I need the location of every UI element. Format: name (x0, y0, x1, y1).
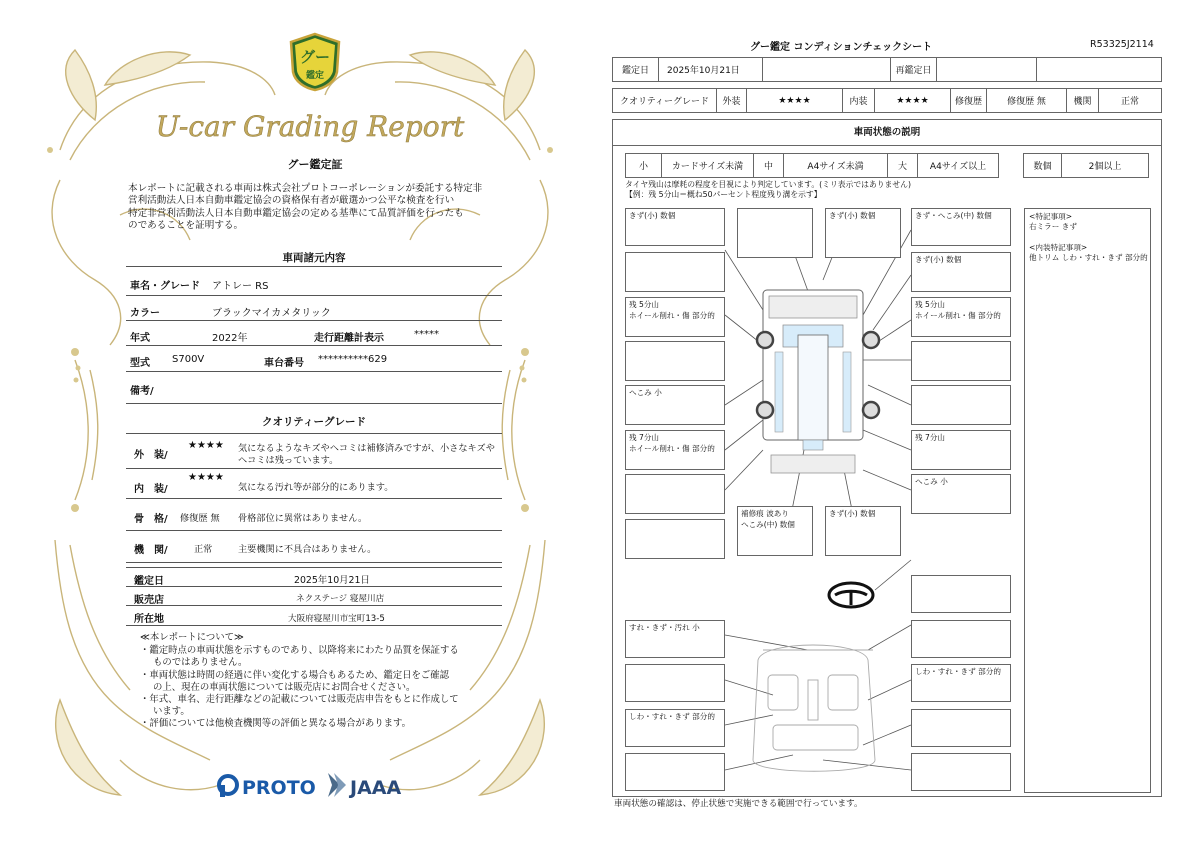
damage-box (625, 620, 725, 658)
damage-text: 残 5分山 (915, 300, 946, 309)
damage-text: きず(小) 数個 (829, 211, 876, 220)
proto-logo-text: PROTO (242, 777, 316, 799)
spec-row-model (126, 346, 502, 372)
appraisal-label: 鑑定日 (134, 576, 164, 587)
exterior-label: 外装 (717, 89, 747, 112)
damage-box (911, 709, 1011, 747)
spec-section-title: 車両諸元内容 (282, 252, 346, 264)
chassis-value: **********629 (318, 354, 388, 365)
frame-value: 修復歴 無 (180, 513, 220, 524)
spec-label: 型式 (130, 358, 150, 369)
engine-comment: 主要機関に不具合はありません。 (238, 544, 377, 555)
damage-text: 残 5分山 (629, 300, 660, 309)
reappraisal-label: 再鑑定日 (891, 58, 937, 81)
damage-box (911, 474, 1011, 514)
jaaa-logo-icon (328, 773, 346, 797)
damage-box (737, 506, 813, 556)
damage-box (911, 664, 1011, 702)
car-name-value: アトレー RS (212, 281, 269, 292)
date-value: 2025年10月21日 (659, 58, 763, 81)
statement-line: 特定非営利活動法人日本自動車鑑定協会の定める基準にて品質評価を行ったも (128, 207, 464, 219)
tire-note-line: タイヤ残山は摩耗の程度を目視により判定しています。(ミリ表示ではありません) (625, 180, 911, 189)
sheet-title: グー鑑定 コンディションチェックシート (750, 42, 933, 53)
spec-row-name (126, 266, 502, 296)
damage-box (625, 297, 725, 337)
damage-text: 補修痕 波あり (741, 509, 789, 518)
interior-stars: ★★★★ (188, 472, 224, 483)
statement-line: 本レポートに記載される車両は株式会社プロトコーポレーションが委託する特定非 (128, 183, 483, 194)
note-line: います。 (153, 706, 190, 718)
engine-value: 正常 (194, 544, 213, 555)
proto-logo-icon (219, 776, 237, 797)
damage-text: しわ・すれ・きず 部分的 (915, 667, 1001, 676)
quality-row-frame (126, 499, 502, 531)
exterior-stars: ★★★★ (747, 89, 843, 112)
damage-box (911, 430, 1011, 470)
model-value: S700V (172, 354, 205, 365)
note-line: ・鑑定時点の車両状態を示すものであり、以降将来にわたり品質を保証する (140, 645, 459, 657)
spacer (1029, 233, 1146, 243)
size-large: 大 (888, 154, 918, 177)
statement-line: 営利活動法人日本自動車鑑定協会の資格保有者が厳選かつ公平な検査を行い (128, 195, 455, 207)
quality-grade-row (612, 88, 1162, 113)
empty-cell (763, 58, 891, 81)
quality-section-title: クオリティーグレード (262, 416, 366, 428)
spec-row-remarks (126, 372, 502, 404)
condition-check-sheet (600, 0, 1200, 848)
damage-text: ホイール削れ・傷 部分的 (629, 444, 715, 453)
quality-row-engine (126, 531, 502, 563)
exterior-comment: 気になるようなキズやヘコミは補修済みですが、小さなキズや (238, 443, 495, 454)
remarks-heading: <特記事項> (1029, 212, 1073, 221)
damage-box (625, 341, 725, 381)
note-line: ・年式、車名、走行距離などの記載については販売店申告をもとに作成して (140, 694, 459, 706)
appraisal-label: 所在地 (134, 614, 164, 625)
address-value: 大阪府寝屋川市宝町13-5 (288, 614, 385, 624)
color-value: ブラックマイカメタリック (212, 308, 331, 319)
note-line: の上、現在の車両状態については販売店にお問合せください。 (153, 681, 416, 693)
remarks-line: 他トリム しわ・すれ・きず 部分的 (1029, 253, 1148, 263)
footer-logos (216, 768, 416, 802)
damage-box (911, 297, 1011, 337)
damage-box (911, 620, 1011, 658)
frame-comment: 骨格部位に異常はありません。 (238, 513, 368, 524)
damage-text: へこみ 小 (915, 477, 948, 486)
damage-box (625, 208, 725, 246)
spec-label: 年式 (130, 333, 150, 344)
report-notes (140, 632, 490, 731)
car-top-view (763, 290, 863, 473)
sheet-id: R53325J2114 (1090, 39, 1154, 50)
damage-text: 残 7分山 (915, 433, 946, 442)
year-value: 2022年 (212, 333, 248, 344)
damage-box (625, 664, 725, 702)
quality-label: 内 装/ (134, 484, 168, 495)
quality-label: クオリティーグレード (613, 89, 717, 112)
condition-heading: 車両状態の説明 (613, 120, 1161, 146)
damage-text: ホイール削れ・傷 部分的 (629, 311, 715, 320)
report-title-text: U-car Grading Report (155, 110, 465, 143)
damage-text: へこみ 小 (629, 388, 662, 397)
damage-box (911, 575, 1011, 613)
interior-comment: 気になる汚れ等が部分的にあります。 (238, 482, 394, 493)
jaaa-logo-text: JAAA (350, 777, 402, 799)
damage-box (737, 208, 813, 258)
date-label: 鑑定日 (613, 58, 659, 81)
repair-label: 修復歴 (951, 89, 987, 112)
engine-value: 正常 (1120, 97, 1139, 107)
damage-box (911, 385, 1011, 425)
appraisal-row-date (126, 567, 502, 587)
size-large-desc: A4サイズ以上 (929, 162, 987, 172)
appraisal-label: 販売店 (134, 595, 164, 606)
goo-appraisal-logo (287, 32, 343, 92)
empty-cell (937, 58, 1037, 81)
remarks-line: 右ミラー きず (1029, 222, 1077, 232)
exterior-comment: ヘコミは残っています。 (238, 455, 339, 466)
quality-label: 骨 格/ (134, 514, 168, 525)
damage-text: しわ・すれ・きず 部分的 (629, 712, 715, 721)
damage-box (625, 385, 725, 425)
statement-line: のであることを証明する。 (128, 220, 244, 232)
svg-text:グー: グー (299, 48, 331, 66)
damage-text: へこみ(中) 数個 (741, 520, 795, 529)
appraisal-row-address (126, 606, 502, 626)
quality-label: 外 装/ (134, 450, 168, 461)
damage-text: きず(小) 数個 (915, 255, 962, 264)
quality-row-exterior (126, 433, 502, 469)
certificate-statement (128, 183, 500, 233)
special-remarks-box (1024, 208, 1151, 793)
spec-row-year (126, 321, 502, 346)
mileage-value: ***** (414, 329, 439, 340)
svg-text:鑑定: 鑑定 (305, 71, 325, 81)
damage-box (911, 753, 1011, 791)
damage-box (911, 252, 1011, 292)
appraisal-row-shop (126, 587, 502, 606)
damage-box (825, 506, 901, 556)
note-line: ・評価については他検査機関等の評価と異なる場合があります。 (140, 718, 411, 730)
engine-label: 機関 (1067, 89, 1099, 112)
damage-text: きず・へこみ(中) 数個 (915, 211, 992, 220)
damage-box (825, 208, 901, 258)
certificate-title: グー鑑定証 (287, 158, 343, 171)
damage-box (625, 519, 725, 559)
note-line: ・車両状態は時間の経過に伴い変化する場合もあるため、鑑定日をご確認 (140, 669, 450, 681)
damage-box (625, 709, 725, 747)
remarks-heading: <内装特記事項> (1029, 242, 1088, 252)
size-small: 小 (626, 154, 662, 177)
repair-value: 修復歴 無 (987, 89, 1067, 112)
notes-heading: ≪本レポートについて≫ (140, 632, 244, 643)
spec-label: 車名・グレード (130, 281, 200, 292)
damage-box (911, 341, 1011, 381)
exterior-stars: ★★★★ (188, 440, 224, 451)
damage-box (625, 474, 725, 514)
note-line: ものではありません。 (153, 657, 248, 669)
tire-note-line: 【例：残 5分山＝概ね50パーセント程度残り溝を示す】 (625, 190, 822, 199)
empty-cell (1037, 58, 1161, 81)
spec-label: カラー (130, 308, 160, 319)
quality-row-interior (126, 469, 502, 499)
spec-label: 備考/ (130, 386, 154, 397)
car-interior-view (753, 645, 875, 771)
damage-text: きず(小) 数個 (629, 211, 676, 220)
damage-box (911, 208, 1011, 246)
appraisal-date-row (612, 57, 1162, 82)
size-mid-desc: A4サイズ未満 (784, 154, 888, 177)
damage-text: きず(小) 数個 (829, 509, 876, 518)
quality-label: 機 関/ (134, 545, 168, 556)
damage-box (625, 430, 725, 470)
condition-description-panel (612, 119, 1162, 797)
steering-wheel-icon (829, 583, 873, 607)
spec-row-color (126, 296, 502, 321)
report-title (150, 104, 470, 148)
bottom-note: 車両状態の確認は、停止状態で実施できる範囲で行っています。 (614, 799, 863, 809)
size-mid: 中 (754, 154, 784, 177)
damage-text: すれ・きず・汚れ 小 (629, 623, 700, 632)
spec-label: 走行距離計表示 (314, 333, 384, 344)
damage-box (625, 252, 725, 292)
damage-text: ホイール削れ・傷 部分的 (915, 311, 1001, 320)
spec-label: 車台番号 (264, 358, 304, 369)
interior-label: 内装 (843, 89, 875, 112)
size-small-desc: カードサイズ未満 (662, 154, 754, 177)
interior-stars: ★★★★ (875, 89, 951, 112)
damage-text: 残 7分山 (629, 433, 660, 442)
appraisal-date-value: 2025年10月21日 (294, 575, 370, 586)
count-label: 数個 (1024, 154, 1062, 177)
count-desc: 2個以上 (1088, 162, 1122, 172)
shop-value: ネクステージ 寝屋川店 (296, 594, 385, 604)
damage-box (625, 753, 725, 791)
